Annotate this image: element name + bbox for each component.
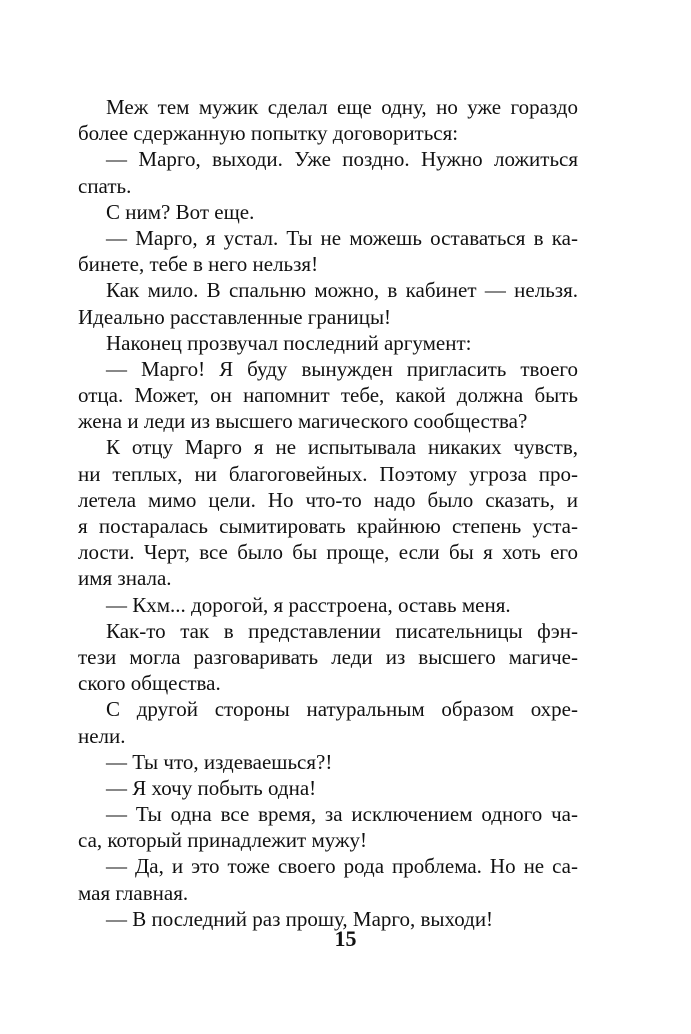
text-line: С другой стороны натуральным образом охре- — [106, 697, 578, 722]
text-line: лости. Черт, все было бы проще, если бы я хоть его — [78, 540, 578, 565]
text-line: нели. — [78, 723, 126, 748]
text-line: Меж тем мужик сделал еще одну, но уже гораздо — [106, 95, 578, 119]
text-line: К отцу Марго я не испытывала никаких чувств, — [106, 435, 578, 460]
text-line: бинете, тебе в него нельзя! — [78, 252, 319, 277]
text-line: — Марго! Я буду вынужден пригласить твоего — [106, 356, 578, 381]
text-line: — Марго, я устал. Ты не можешь оставаться в ка- — [106, 225, 578, 250]
text-line: Как мило. В спальню можно, в кабинет — нельзя. — [106, 278, 578, 303]
text-line: Как-то так в представлении писательницы фэн- — [106, 618, 578, 643]
text-line: отца. Может, он напомнит тебе, какой должна быть — [78, 383, 578, 408]
text-line: имя знала. — [78, 566, 172, 591]
text-line: — Ты что, издеваешься?! — [106, 749, 333, 774]
text-line: жена и леди из высшего магического сообщества? — [78, 409, 528, 434]
text-line: летела мимо цели. Но что-то надо было сказать, и — [78, 487, 578, 512]
body-text — [78, 94, 578, 932]
text-line: спать. — [78, 173, 132, 198]
text-line: Идеально расставленные границы! — [78, 304, 392, 329]
text-line: — Марго, выходи. Уже поздно. Нужно ложиться — [106, 147, 578, 172]
text-line: — Кхм... дорогой, я расстроена, оставь меня. — [106, 592, 511, 617]
text-line: более сдержанную попытку договориться: — [78, 121, 459, 146]
text-line: тези могла разговаривать леди из высшего магиче- — [78, 644, 578, 669]
text-line: С ним? Вот еще. — [106, 199, 255, 224]
text-line: — В последний раз прошу, Марго, выходи! — [106, 906, 494, 931]
text-line: я постаралась сымитировать крайнюю степень уста- — [78, 514, 578, 538]
text-line: са, который принадлежит мужу! — [78, 828, 367, 853]
text-line: мая главная. — [78, 880, 189, 905]
text-line: — Да, и это тоже своего рода проблема. Но не са- — [106, 854, 578, 879]
text-line: — Ты одна все время, за исключением одного ча- — [106, 802, 578, 827]
text-line: ского общества. — [78, 671, 221, 696]
page-number: 15 — [334, 926, 357, 951]
text-line: ни теплых, ни благоговейных. Поэтому угроза про- — [78, 461, 578, 486]
text-line: Наконец прозвучал последний аргумент: — [106, 330, 472, 355]
text-line: — Я хочу побыть одна! — [106, 775, 317, 800]
